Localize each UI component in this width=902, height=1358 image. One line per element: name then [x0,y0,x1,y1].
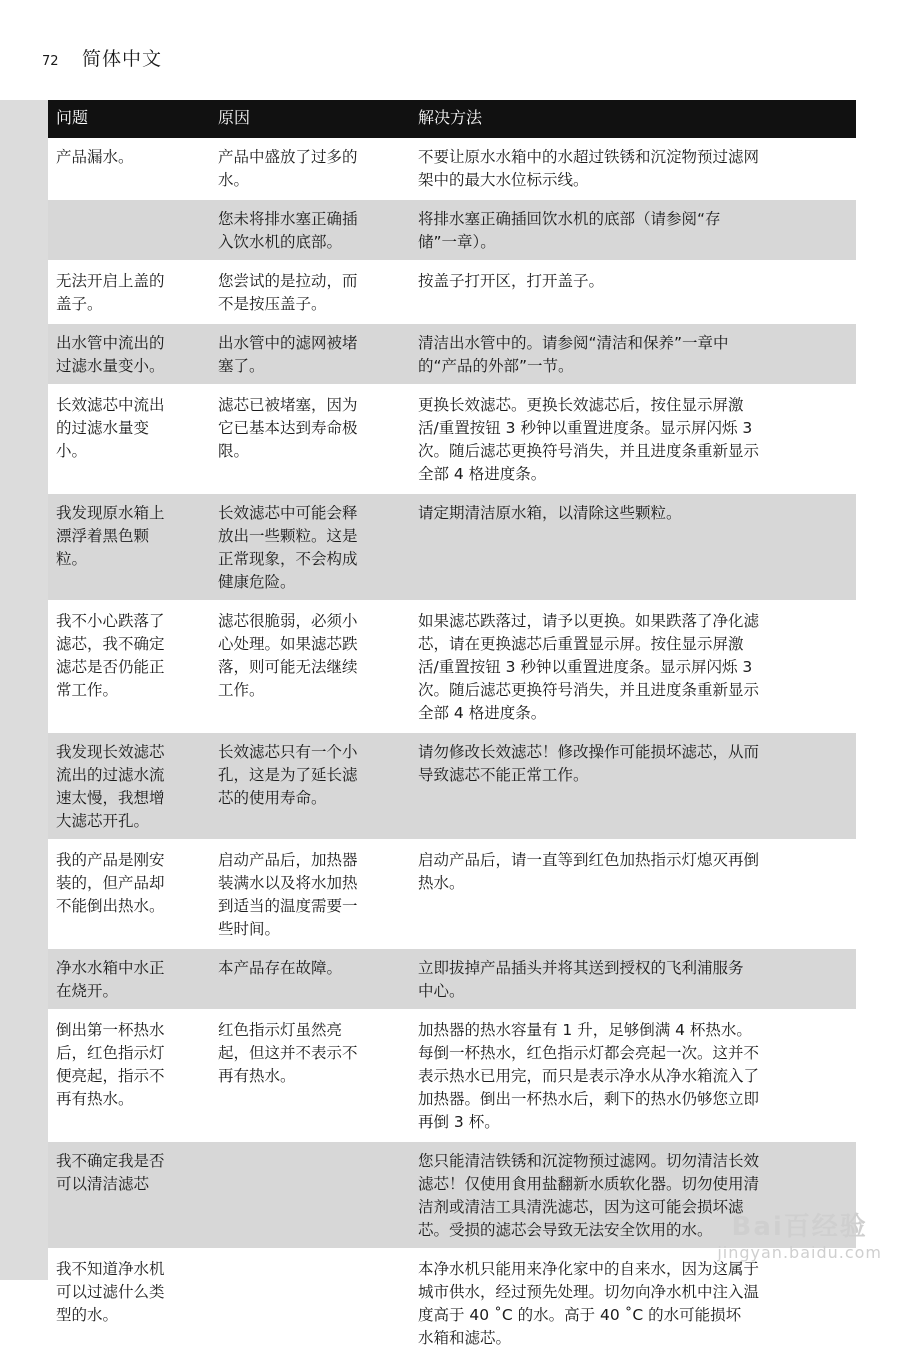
problem-cell: 倒出第一杯热水 后，红色指示灯 便亮起，指示不 再有热水。 [56,1021,165,1108]
table-row [48,386,856,494]
solution-cell: 本净水机只能用来净化家中的自来水，因为这属于 城市供水，经过预先处理。切勿向净水机中注入温 度高于 40 ˚C 的水。高于 40 ˚C 的水可能损坏 水箱和滤芯。 [418,1260,760,1347]
problem-cell: 我发现长效滤芯 流出的过滤水流 速太慢，我想增 大滤芯开孔。 [56,743,165,830]
language-label: 简体中文 [82,48,163,70]
header-problem: 问题 [56,108,89,127]
cause-cell: 红色指示灯虽然亮 起，但这并不表示不 再有热水。 [218,1021,358,1085]
page-number: 72 [42,54,59,69]
solution-cell: 加热器的热水容量有 1 升，足够倒满 4 杯热水。 每倒一杯热水，红色指示灯都会亮起一次。这并不 表示热水已用完，而只是表示净水从净水箱流入了 加热器。倒出一杯热水后，剩下的热水仍够您立即 再倒 3 杯。 [418,1021,760,1131]
table-row [48,494,856,602]
problem-cell: 长效滤芯中流出 的过滤水量变 小。 [56,396,165,460]
cause-cell [210,1250,410,1356]
cause-cell: 本产品存在故障。 [218,959,343,977]
solution-cell: 将排水塞正确插回饮水机的底部（请参阅“存 储”一章）。 [418,210,721,251]
side-bar-gap [0,0,48,100]
problem-cell: 无法开启上盖的 盖子。 [56,272,165,313]
watermark [717,1206,882,1262]
table-row [48,262,856,324]
table-row [48,841,856,949]
header-solution: 解决方法 [418,108,483,127]
problem-cell: 我不小心跌落了 滤芯，我不确定 滤芯是否仍能正 常工作。 [56,612,165,699]
table-row [48,1011,856,1142]
table-row [48,733,856,841]
cause-cell: 滤芯很脆弱，必须小 心处理。如果滤芯跌 落，则可能无法继续 工作。 [218,612,358,699]
table-body [48,138,856,1358]
watermark-logo: Bai百经验 [731,1212,868,1242]
solution-cell: 不要让原水水箱中的水超过铁锈和沉淀物预过滤网 架中的最大水位标示线。 [418,148,760,189]
problem-cell: 我的产品是刚安 装的，但产品却 不能倒出热水。 [56,851,165,915]
problem-cell [48,200,210,260]
problem-cell: 产品漏水。 [56,148,134,166]
table-row [48,138,856,200]
solution-cell: 更换长效滤芯。更换长效滤芯后，按住显示屏激 活/重置按钮 3 秒钟以重置进度条。显示屏闪烁 3 次。随后滤芯更换符号消失，并且进度条重新显示 全部 4 格进度条。 [418,396,760,483]
cause-cell: 您未将排水塞正确插 入饮水机的底部。 [218,210,358,251]
cause-cell [210,1142,410,1248]
page-header [42,44,162,71]
table-row [48,949,856,1011]
solution-cell: 启动产品后，请一直等到红色加热指示灯熄灭再倒 热水。 [418,851,760,892]
solution-cell: 立即拔掉产品插头并将其送到授权的飞利浦服务 中心。 [418,959,744,1000]
problem-cell: 出水管中流出的 过滤水量变小。 [56,334,165,375]
problem-cell: 我不确定我是否 可以清洁滤芯 [56,1152,165,1193]
solution-cell: 如果滤芯跌落过，请予以更换。如果跌落了净化滤 芯，请在更换滤芯后重置显示屏。按住显示屏激 活/重置按钮 3 秒钟以重置进度条。显示屏闪烁 3 次。随后滤芯更换符号消失，并且进度条重新显示 全部 4 格进度条。 [418,612,760,722]
solution-cell: 请定期清洁原水箱，以清除这些颗粒。 [418,504,682,522]
table-row [48,602,856,733]
cause-cell: 您尝试的是拉动，而 不是按压盖子。 [218,272,358,313]
cause-cell: 长效滤芯只有一个小 孔，这是为了延长滤 芯的使用寿命。 [218,743,358,807]
table-header [48,100,856,138]
cause-cell: 滤芯已被堵塞，因为 它已基本达到寿命极 限。 [218,396,358,460]
table-row [48,200,856,262]
watermark-url: jingyan.baidu.com [717,1243,882,1262]
table-row [48,324,856,386]
cause-cell: 产品中盛放了过多的 水。 [218,148,358,189]
solution-cell: 清洁出水管中的。请参阅“清洁和保养”一章中 的“产品的外部”一节。 [418,334,729,375]
cause-cell: 启动产品后，加热器 装满水以及将水加热 到适当的温度需要一 些时间。 [218,851,358,938]
problem-cell: 我不知道净水机 可以过滤什么类 型的水。 [56,1260,165,1324]
troubleshooting-table [48,100,856,1358]
solution-cell: 按盖子打开区，打开盖子。 [418,272,605,290]
cause-cell: 出水管中的滤网被堵 塞了。 [218,334,358,375]
problem-cell: 我发现原水箱上 漂浮着黑色颗 粒。 [56,504,165,568]
solution-cell: 请勿修改长效滤芯！修改操作可能损坏滤芯，从而 导致滤芯不能正常工作。 [418,743,760,784]
problem-cell: 净水水箱中水正 在烧开。 [56,959,165,1000]
header-cause: 原因 [218,108,251,127]
cause-cell: 长效滤芯中可能会释 放出一些颗粒。这是 正常现象，不会构成 健康危险。 [218,504,358,591]
table-row [48,1250,856,1358]
solution-cell: 您只能清洁铁锈和沉淀物预过滤网。切勿清洁长效 滤芯！仅使用食用盐翻新水质软化器。切勿使用清 洁剂或清洁工具清洗滤芯，因为这可能会损坏滤 芯。受损的滤芯会导致无法安全饮用的水。 [418,1152,760,1239]
